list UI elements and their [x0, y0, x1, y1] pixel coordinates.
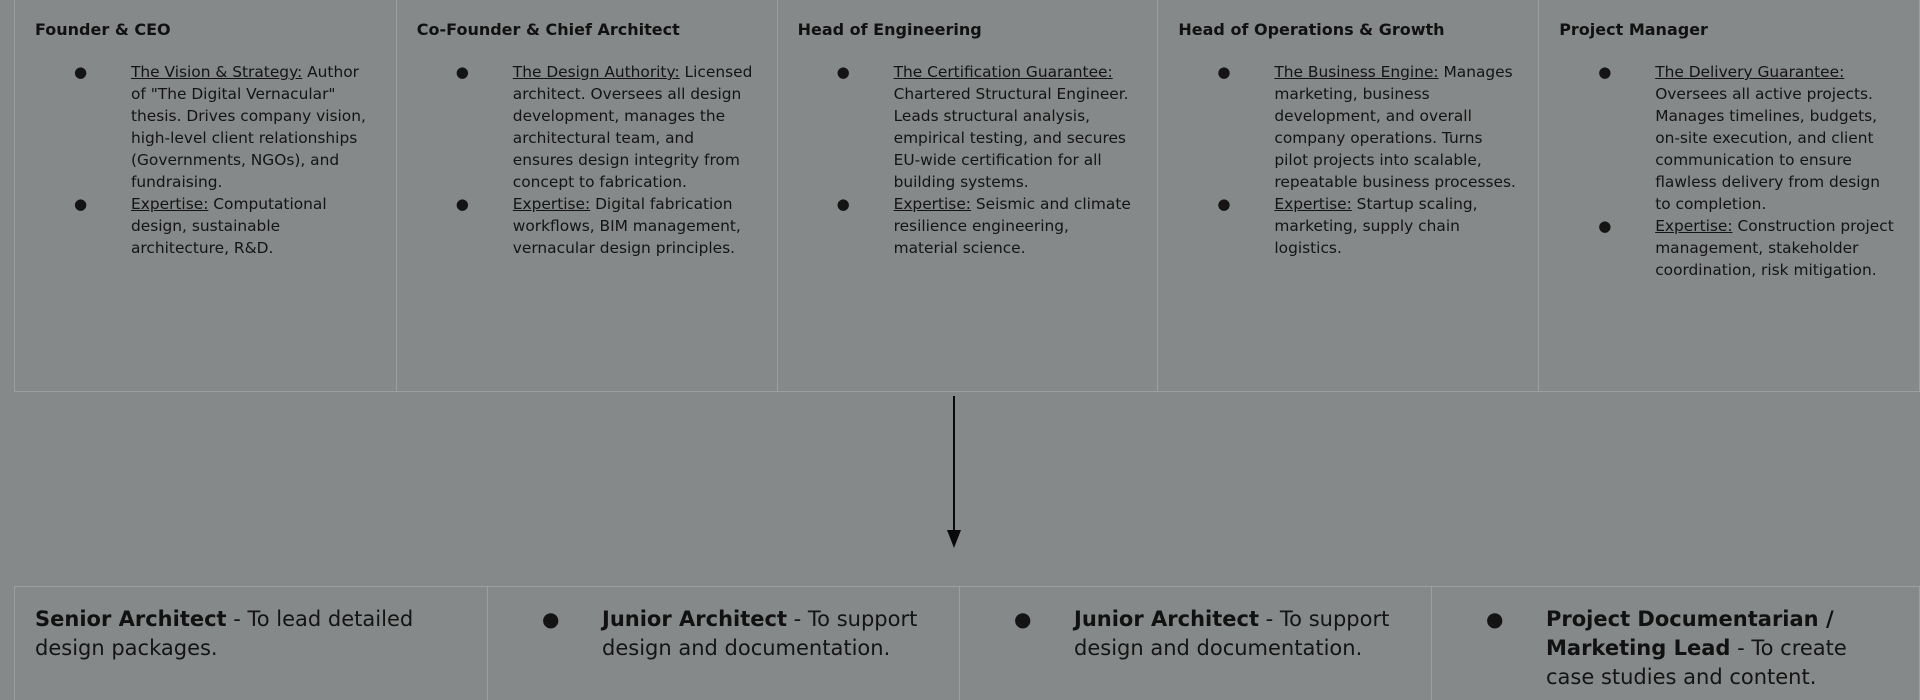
item-text: Licensed architect. Oversees all design development, manages the architectural team, and ensures design integrity from concept to fabrication. — [512, 63, 753, 191]
item-key: The Vision & Strategy: — [131, 63, 303, 81]
list-item — [1178, 61, 1518, 193]
list-item — [798, 193, 1138, 259]
leader-title: Project Manager — [1559, 20, 1708, 39]
leader-cell-head-of-operations — [1157, 0, 1538, 391]
item-text: Startup scaling, marketing, supply chain logistics. — [1274, 195, 1478, 257]
leader-cell-chief-architect — [396, 0, 777, 391]
leader-title: Head of Operations & Growth — [1178, 20, 1445, 39]
item-key: Expertise: — [893, 195, 971, 213]
connector-arrowhead — [947, 530, 961, 548]
hire-role: Junior Architect — [602, 607, 787, 631]
bullet-icon: ● — [455, 63, 469, 81]
leader-title: Co-Founder & Chief Architect — [416, 20, 680, 39]
leader-list — [417, 61, 757, 259]
bullet-icon: ● — [74, 195, 88, 213]
bullet-icon: ● — [1217, 63, 1231, 81]
item-key: The Design Authority: — [512, 63, 680, 81]
list-item — [35, 61, 376, 193]
bullet-icon: ● — [542, 607, 560, 631]
item-key: The Certification Guarantee: — [893, 63, 1113, 81]
leader-list — [1178, 61, 1518, 259]
hires-table — [14, 586, 1920, 700]
leader-list — [798, 61, 1138, 259]
hire-description: - To support design and documentation. — [602, 607, 918, 660]
list-item — [798, 61, 1138, 193]
bullet-icon: ● — [1217, 195, 1231, 213]
hire-cell-senior-architect — [15, 587, 487, 700]
list-item — [1178, 193, 1518, 259]
item-key: Expertise: — [512, 195, 591, 213]
hire-cell-junior-architect — [487, 587, 959, 700]
leader-title: Founder & CEO — [35, 20, 171, 39]
item-text: Computational design, sustainable architecture, R&D. — [131, 195, 327, 257]
item-text: Chartered Structural Engineer. Leads structural analysis, empirical testing, and secures EU-wide certification for all building systems. — [893, 85, 1129, 191]
list-item — [417, 61, 757, 193]
hire-description: - To create case studies and content. — [1546, 636, 1847, 689]
leadership-table — [14, 0, 1920, 392]
item-text: Author of "The Digital Vernacular" thesis. Drives company vision, high-level client relationships (Governments, NGOs), and fundraising. — [131, 63, 366, 191]
hire-role: Senior Architect — [35, 607, 227, 631]
bullet-icon: ● — [1486, 607, 1504, 631]
hire-cell-documentarian — [1431, 587, 1903, 700]
leader-cell-project-manager — [1538, 0, 1919, 391]
hire-cell-junior-architect — [959, 587, 1431, 700]
bullet-icon: ● — [1014, 607, 1032, 631]
leader-cell-ceo — [15, 0, 396, 391]
list-item — [35, 193, 376, 259]
item-text: Digital fabrication workflows, BIM management, vernacular design principles. — [512, 195, 741, 257]
bullet-icon: ● — [836, 195, 850, 213]
item-text: Oversees all active projects. Manages timelines, budgets, on-site execution, and client communication to ensure flawless delivery from design to completion. — [1655, 85, 1881, 213]
item-key: The Delivery Guarantee: — [1655, 63, 1845, 81]
item-text: Seismic and climate resilience engineering, material science. — [893, 195, 1131, 257]
hire-role: Project Documentarian / Marketing Lead — [1546, 607, 1834, 660]
leader-title: Head of Engineering — [797, 20, 982, 39]
list-item — [1559, 215, 1899, 281]
arrow-down-icon — [946, 396, 962, 550]
item-text: Manages marketing, business development, and overall company operations. Turns pilot projects into scalable, repeatable business processes. — [1274, 63, 1516, 191]
item-key: Expertise: — [1655, 217, 1733, 235]
item-text: Construction project management, stakeholder coordination, risk mitigation. — [1655, 217, 1894, 279]
leader-cell-head-of-engineering — [777, 0, 1158, 391]
list-item — [417, 193, 757, 259]
hire-role: Junior Architect — [1074, 607, 1259, 631]
hire-description: - To lead detailed design packages. — [35, 607, 414, 660]
bullet-icon: ● — [836, 63, 850, 81]
hire-description: - To support design and documentation. — [1074, 607, 1390, 660]
list-item — [1559, 61, 1899, 215]
leader-list — [35, 61, 376, 259]
leader-list — [1559, 61, 1899, 281]
bullet-icon: ● — [455, 195, 469, 213]
bullet-icon: ● — [1598, 63, 1612, 81]
bullet-icon: ● — [1598, 217, 1612, 235]
bullet-icon: ● — [74, 63, 88, 81]
item-key: The Business Engine: — [1274, 63, 1439, 81]
item-key: Expertise: — [131, 195, 209, 213]
item-key: Expertise: — [1274, 195, 1352, 213]
